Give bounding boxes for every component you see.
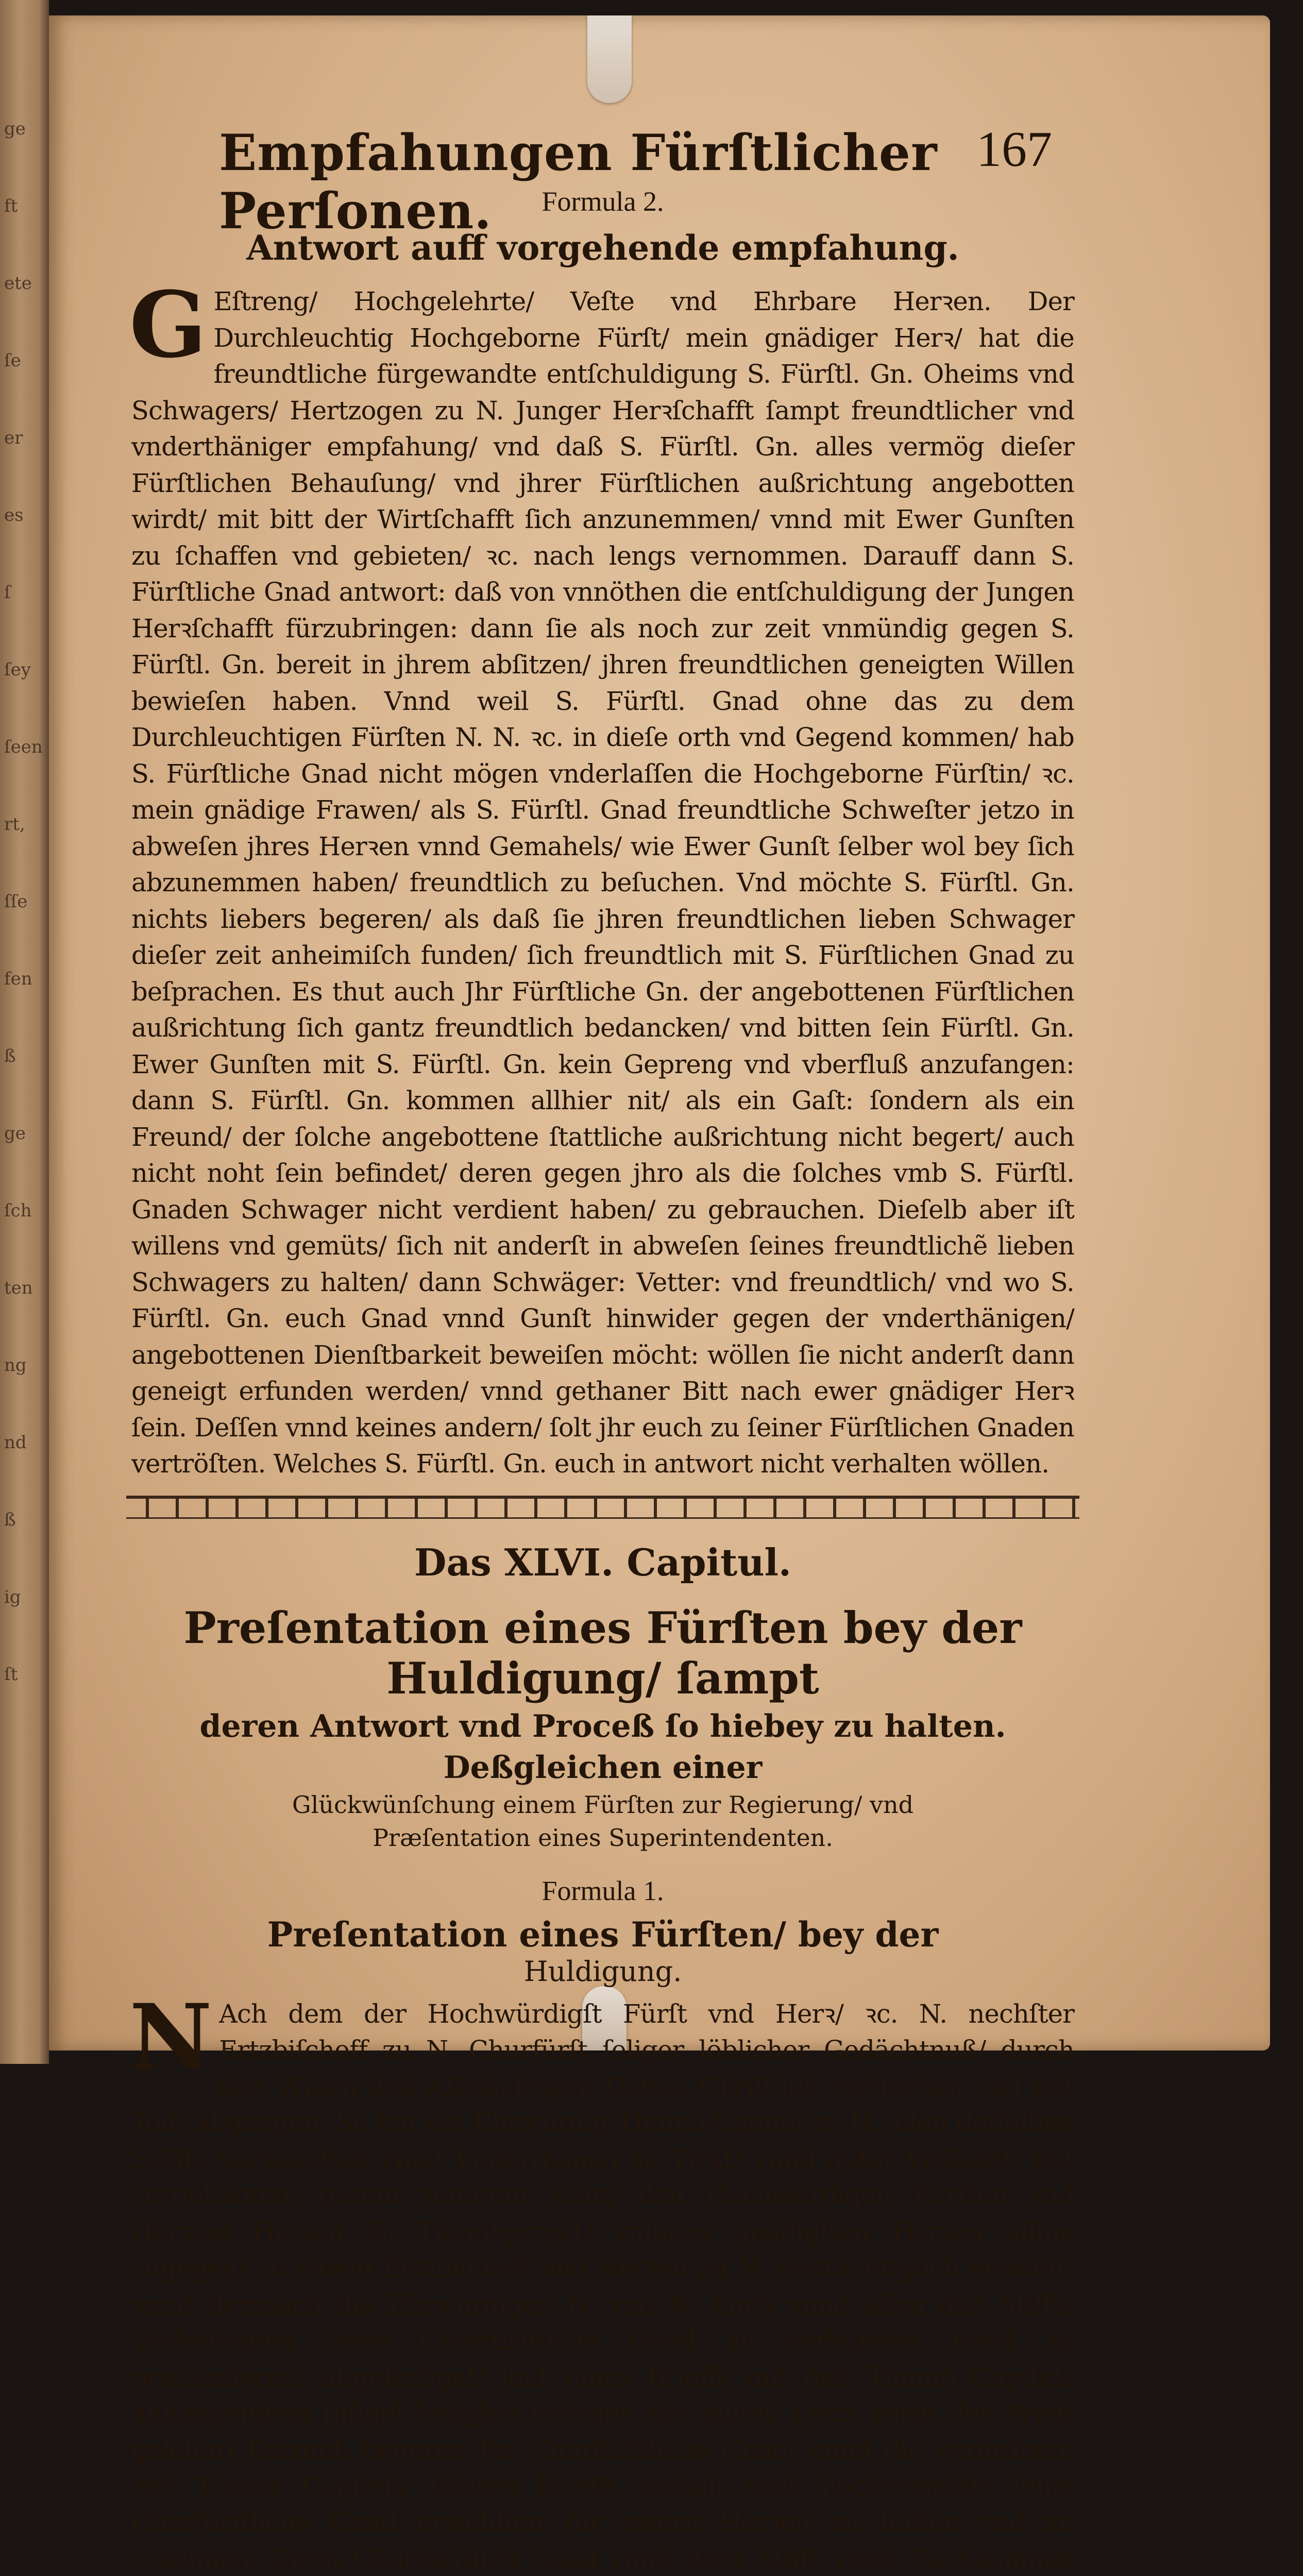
adjacent-page-fragment: ge <box>4 1123 26 1144</box>
adjacent-page-fragment: ſt <box>4 1664 18 1685</box>
running-head <box>131 108 1074 185</box>
adjacent-page-fragment: ng <box>4 1355 27 1376</box>
adjacent-page-fragment: ſey <box>4 659 31 680</box>
chapter-title-continued: deren Antwort vnd Proceß ſo hiebey zu halten. Deßgleichen einer <box>131 1706 1074 1788</box>
paragraph-text: Ach dem der Hochwürdigſt Fürſt vnd Herꝛ/ ꝛc. N. nechſter Ertzbiſchoff zu N. Churfürſt ſeliger löblicher Gedächtnuß/ durch den Willen deß Allmächtigen Gottes Chriſtlich verſtorben vnd mit Todt abgangen: So hat ein Ehrwürdig Thumb-Capitel zu N. allen deſſelben Stiffts Verwandten vnnd Vnderthanen zu Troſt/ vnnd guter Wolfahtt/ mit vorgehabtem gutem zeitigem Raht/ den Hochwürdigen Fürſten vnd Herꝛen/ Herꝛen N. Thumbpropſt/ vnſeren gnädigſten Herꝛen allhie zugegen/ zu einem Ertzbiſchoff vnd Herꝛen zu N. einträchtiglich erwöhlt/ vnnd demnach die Ehrwürdigen N. vnd N. Euch vnnd allen deß Stiffts Vnderthanen ſeine Churfürſtliche Gnad zu verkünden vnnd zu præſentieren/ abgefertiget/ laut eines Brieffs mit deß Thumb Capitels anhangendem Jnſigel beſiglet/ welcher alſo lautet/ (jetzt wirdt der Brieff geleſen) Darumb begeren Jhr Churfürſtliche Gnad/ vnnd die verordnete deß Thumb Capitels/ ſolches Brieffs innhalt nach hochermeldte ſeine Churfürſtliche Gnad erwöhlten für ewern Herꝛen zu halten vnd zu erkennen/ Jhren Churfürſtlich Gnad vnnd dero Stifft vnnd Nachkomnen <box>131 1999 1074 2576</box>
adjacent-page-fragment: ß <box>4 1046 16 1066</box>
adjacent-page-fragment: ge <box>4 118 26 139</box>
adjacent-page-fragment: ten <box>4 1278 33 1298</box>
adjacent-page-fragment: fen <box>4 969 32 989</box>
adjacent-page-fragment: ſch <box>4 1200 32 1221</box>
section-heading: Preſentation eines Fürſten/ bey der <box>131 1914 1074 1955</box>
book-page <box>49 15 1270 2050</box>
drop-capital: N <box>129 1999 212 2076</box>
adjacent-page-fragment: ſſe <box>4 891 27 912</box>
adjacent-page-fragment: ete <box>4 273 32 294</box>
formula-label: Formula 2. <box>131 185 1074 217</box>
scanner-clip-top <box>587 15 632 103</box>
adjacent-page-edge <box>0 0 49 2064</box>
page-content <box>131 108 1074 2576</box>
chapter-title-subline: Glückwünſchung einem Fürſten zur Regierung/ vnd Præſentation eines Superintendenten. <box>131 1788 1074 1854</box>
paragraph-text: Eſtreng/ Hochgelehrte/ Veſte vnd Ehrbare Herꝛen. Der Durchleuchtig Hochgeborne Fürſt/ mein gnädiger Herꝛ/ hat die freundtliche fürgewandte entſchuldigung S. Fürſtl. Gn. Oheims vnd Schwagers/ Hertzogen zu N. Junger Herꝛſchafft ſampt freundtlicher vnd vnderthäniger empfahung/ vnd daß S. Fürſtl. Gn. alles vermög dieſer Fürſtlichen Behauſung/ vnd jhrer Fürſtlichen außrichtung angebotten wirdt/ mit bitt der Wirtſchafft ſich anzunemmen/ vnnd mit Ewer Gunſten zu ſchaffen vnd gebieten/ ꝛc. nach lengs vernommen. Darauff dann S. Fürſtliche Gnad antwort: daß von vnnöthen die entſchuldigung der Jungen Herꝛſchafft fürzubringen: dann ſie als noch zur zeit vnmündig gegen S. Fürſtl. Gn. bereit in jhrem abſitzen/ jhren freundtlichen geneigten Willen bewieſen haben. Vnnd weil S. Fürſtl. Gnad ohne das zu dem Durchleuchtigen Fürſten N. N. ꝛc. in dieſe orth vnd Gegend kommen/ hab S. Fürſtliche Gnad nicht mögen vnderlaſſen die Hochgeborne Fürſtin/ ꝛc. mein gnädige Frawen/ als S. Fürſtl. Gnad freundtliche Schweſter jetzo in abweſen jhres Herꝛen vnnd Gemahels/ wie Ewer Gunſt ſelber wol bey ſich abzunemmen haben/ freundtlich zu beſuchen. Vnd möchte S. Fürſtl. Gn. nichts liebers begeren/ als daß ſie jhren freundtlichen lieben Schwager dieſer zeit anheimiſch funden/ ſich freundtlich mit S. Fürſtlichen Gnad zu beſprachen. Es thut auch Jhr Fürſtliche Gn. der angebottenen Fürſtlichen außrichtung ſich gantz freundtlich bedancken/ vnd bitten ſein Fürſtl. Gn. Ewer Gunſten mit S. Fürſtl. Gn. kein Gepreng vnd vberfluß anzufangen: dann S. Fürſtl. Gn. kommen allhier nit/ als ein Gaſt: ſondern als ein Freund/ der ſolche angebottene ſtattliche außrichtung nicht begert/ auch nicht noht ſein befindet/ deren gegen jhro als die ſolches vmb S. Fürſtl. Gnaden Schwager nicht verdient haben/ zu gebrauchen. Dieſelb aber iſt willens vnd gemüts/ ſich nit anderſt in abweſen ſeines freundtlichẽ lieben Schwagers zu halten/ dann Schwäger: Vetter: vnd freundtlich/ vnd wo S. Fürſtl. Gn. euch Gnad vnnd Gunſt hinwider gegen der vnderthänigen/ angebottenen Dienſtbarkeit beweiſen möcht: wöllen ſie nicht anderſt dann geneigt erfunden werden/ vnnd gethaner Bitt nach ewer gnädiger Herꝛ ſein. Deſſen vnnd keines andern/ ſolt jhr euch zu ſeiner Fürſtlichen Gnaden vertröſten. Welches S. Fürſtl. Gn. euch in antwort nicht verhalten wöllen. <box>131 286 1074 1479</box>
running-title: Empfahungen Fürſtlicher Perſonen. <box>219 124 1074 240</box>
body-paragraph <box>131 1996 1074 2576</box>
adjacent-page-fragment: ſ <box>4 582 11 603</box>
adjacent-page-fragment: er <box>4 428 23 448</box>
body-paragraph <box>131 283 1074 1482</box>
section-heading-continued: Huldigung. <box>131 1955 1074 1988</box>
chapter-label: Das XLVI. Capitul. <box>131 1540 1074 1584</box>
adjacent-page-fragment: ſe <box>4 350 21 371</box>
adjacent-page-fragment: ſeen <box>4 737 43 757</box>
section-heading: Antwort auff vorgehende empfahung. <box>131 228 1074 268</box>
adjacent-page-fragment: ß <box>4 1510 16 1530</box>
page-number: 167 <box>976 121 1052 178</box>
adjacent-page-fragment: nd <box>4 1432 27 1453</box>
drop-capital: G <box>129 286 207 364</box>
adjacent-page-fragment: rt, <box>4 814 25 835</box>
chapter-title: Preſentation eines Fürſten bey der Huldigung/ ſampt <box>131 1603 1074 1704</box>
adjacent-page-fragment: ft <box>4 196 18 216</box>
adjacent-page-fragment: es <box>4 505 24 526</box>
formula-label: Formula 1. <box>131 1875 1074 1907</box>
adjacent-page-fragment: ig <box>4 1587 21 1607</box>
ornamental-rule <box>126 1496 1079 1519</box>
